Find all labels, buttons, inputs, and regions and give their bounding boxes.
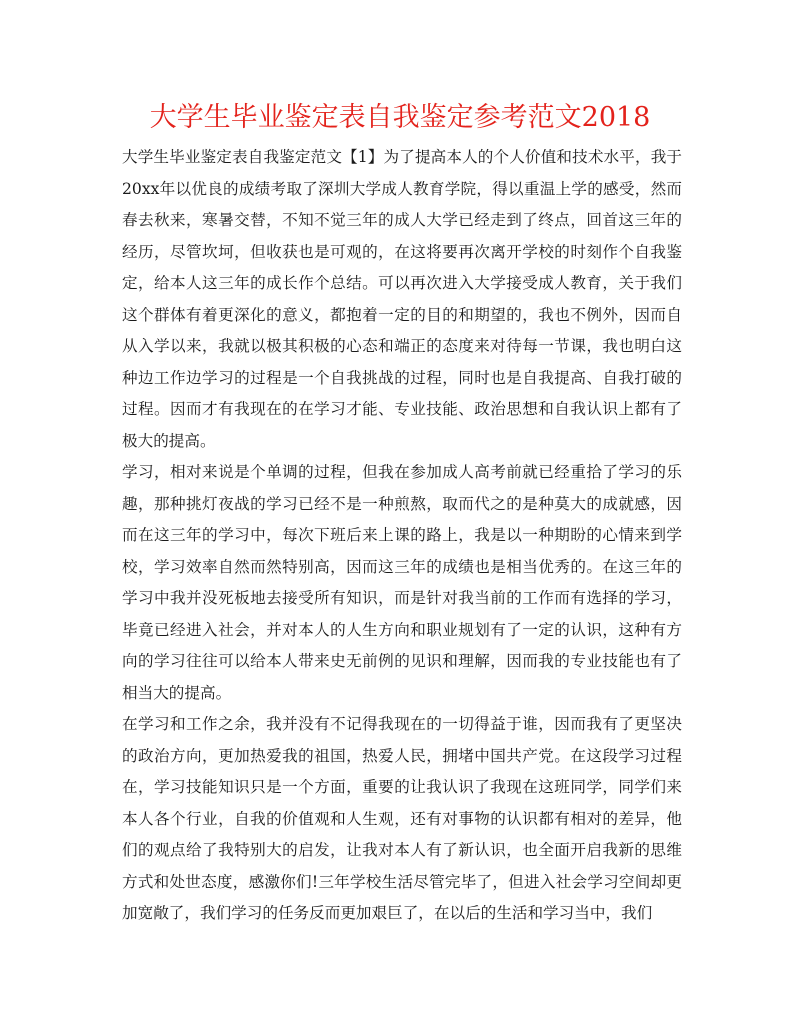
paragraph: 在学习和工作之余，我并没有不记得我现在的一切得益于谁，因而我有了更坚决的政治方向，更加热爱我的祖国，热爱人民，拥堵中国共产党。在这段学习过程在，学习技能知识只是一个方面，重要的让我认识了我现在这班同学，同学们来本人各个行业，自我的价值观和人生观，还有对事物的认识都有相对的差异，他们的观点给了我特别大的启发，让我对本人有了新认识，也全面开启我新的思维方式和处世态度，感激你们!三年学校生活尽管完毕了，但进入社会学习空间却更加宽敞了，我们学习的任务反而更加艰巨了，在以后的生活和学习当中，我们 — [122, 715, 682, 922]
paragraph: 学习，相对来说是个单调的过程，但我在参加成人高考前就已经重拾了学习的乐趣，那种挑灯夜战的学习已经不是一种煎熬，取而代之的是种莫大的成就感，因而在这三年的学习中，每次下班后来上课的路上，我是以一种期盼的心情来到学校，学习效率自然而然特别高，因而这三年的成绩也是相当优秀的。在这三年的学习中我并没死板地去接受所有知识，而是针对我当前的工作而有选择的学习，毕竟已经进入社会，并对本人的人生方向和职业规划有了一定的认识，这种有方向的学习往往可以给本人带来史无前例的见识和理解，因而我的专业技能也有了相当大的提高。 — [122, 463, 682, 702]
paragraph: 大学生毕业鉴定表自我鉴定范文【1】为了提高本人的个人价值和技术水平，我于20xx年以优良的成绩考取了深圳大学成人教育学院，得以重温上学的感受，然而春去秋来，寒暑交替，不知不觉三年的成人大学已经走到了终点，回首这三年的经历，尽管坎坷，但收获也是可观的，在这将要再次离开学校的时刻作个自我鉴定，给本人这三年的成长作个总结。可以再次进入大学接受成人教育，关于我们这个群体有着更深化的意义，都抱着一定的目的和期望的，我也不例外，因而自从入学以来，我就以极其积极的心态和端正的态度来对待每一节课，我也明白这种边工作边学习的过程是一个自我挑战的过程，同时也是自我提高、自我打破的过程。因而才有我现在的在学习才能、专业技能、政治思想和自我认识上都有了极大的提高。 — [122, 148, 682, 450]
document-body — [122, 142, 682, 930]
document-title: 大学生毕业鉴定表自我鉴定参考范文2018 — [149, 102, 651, 133]
